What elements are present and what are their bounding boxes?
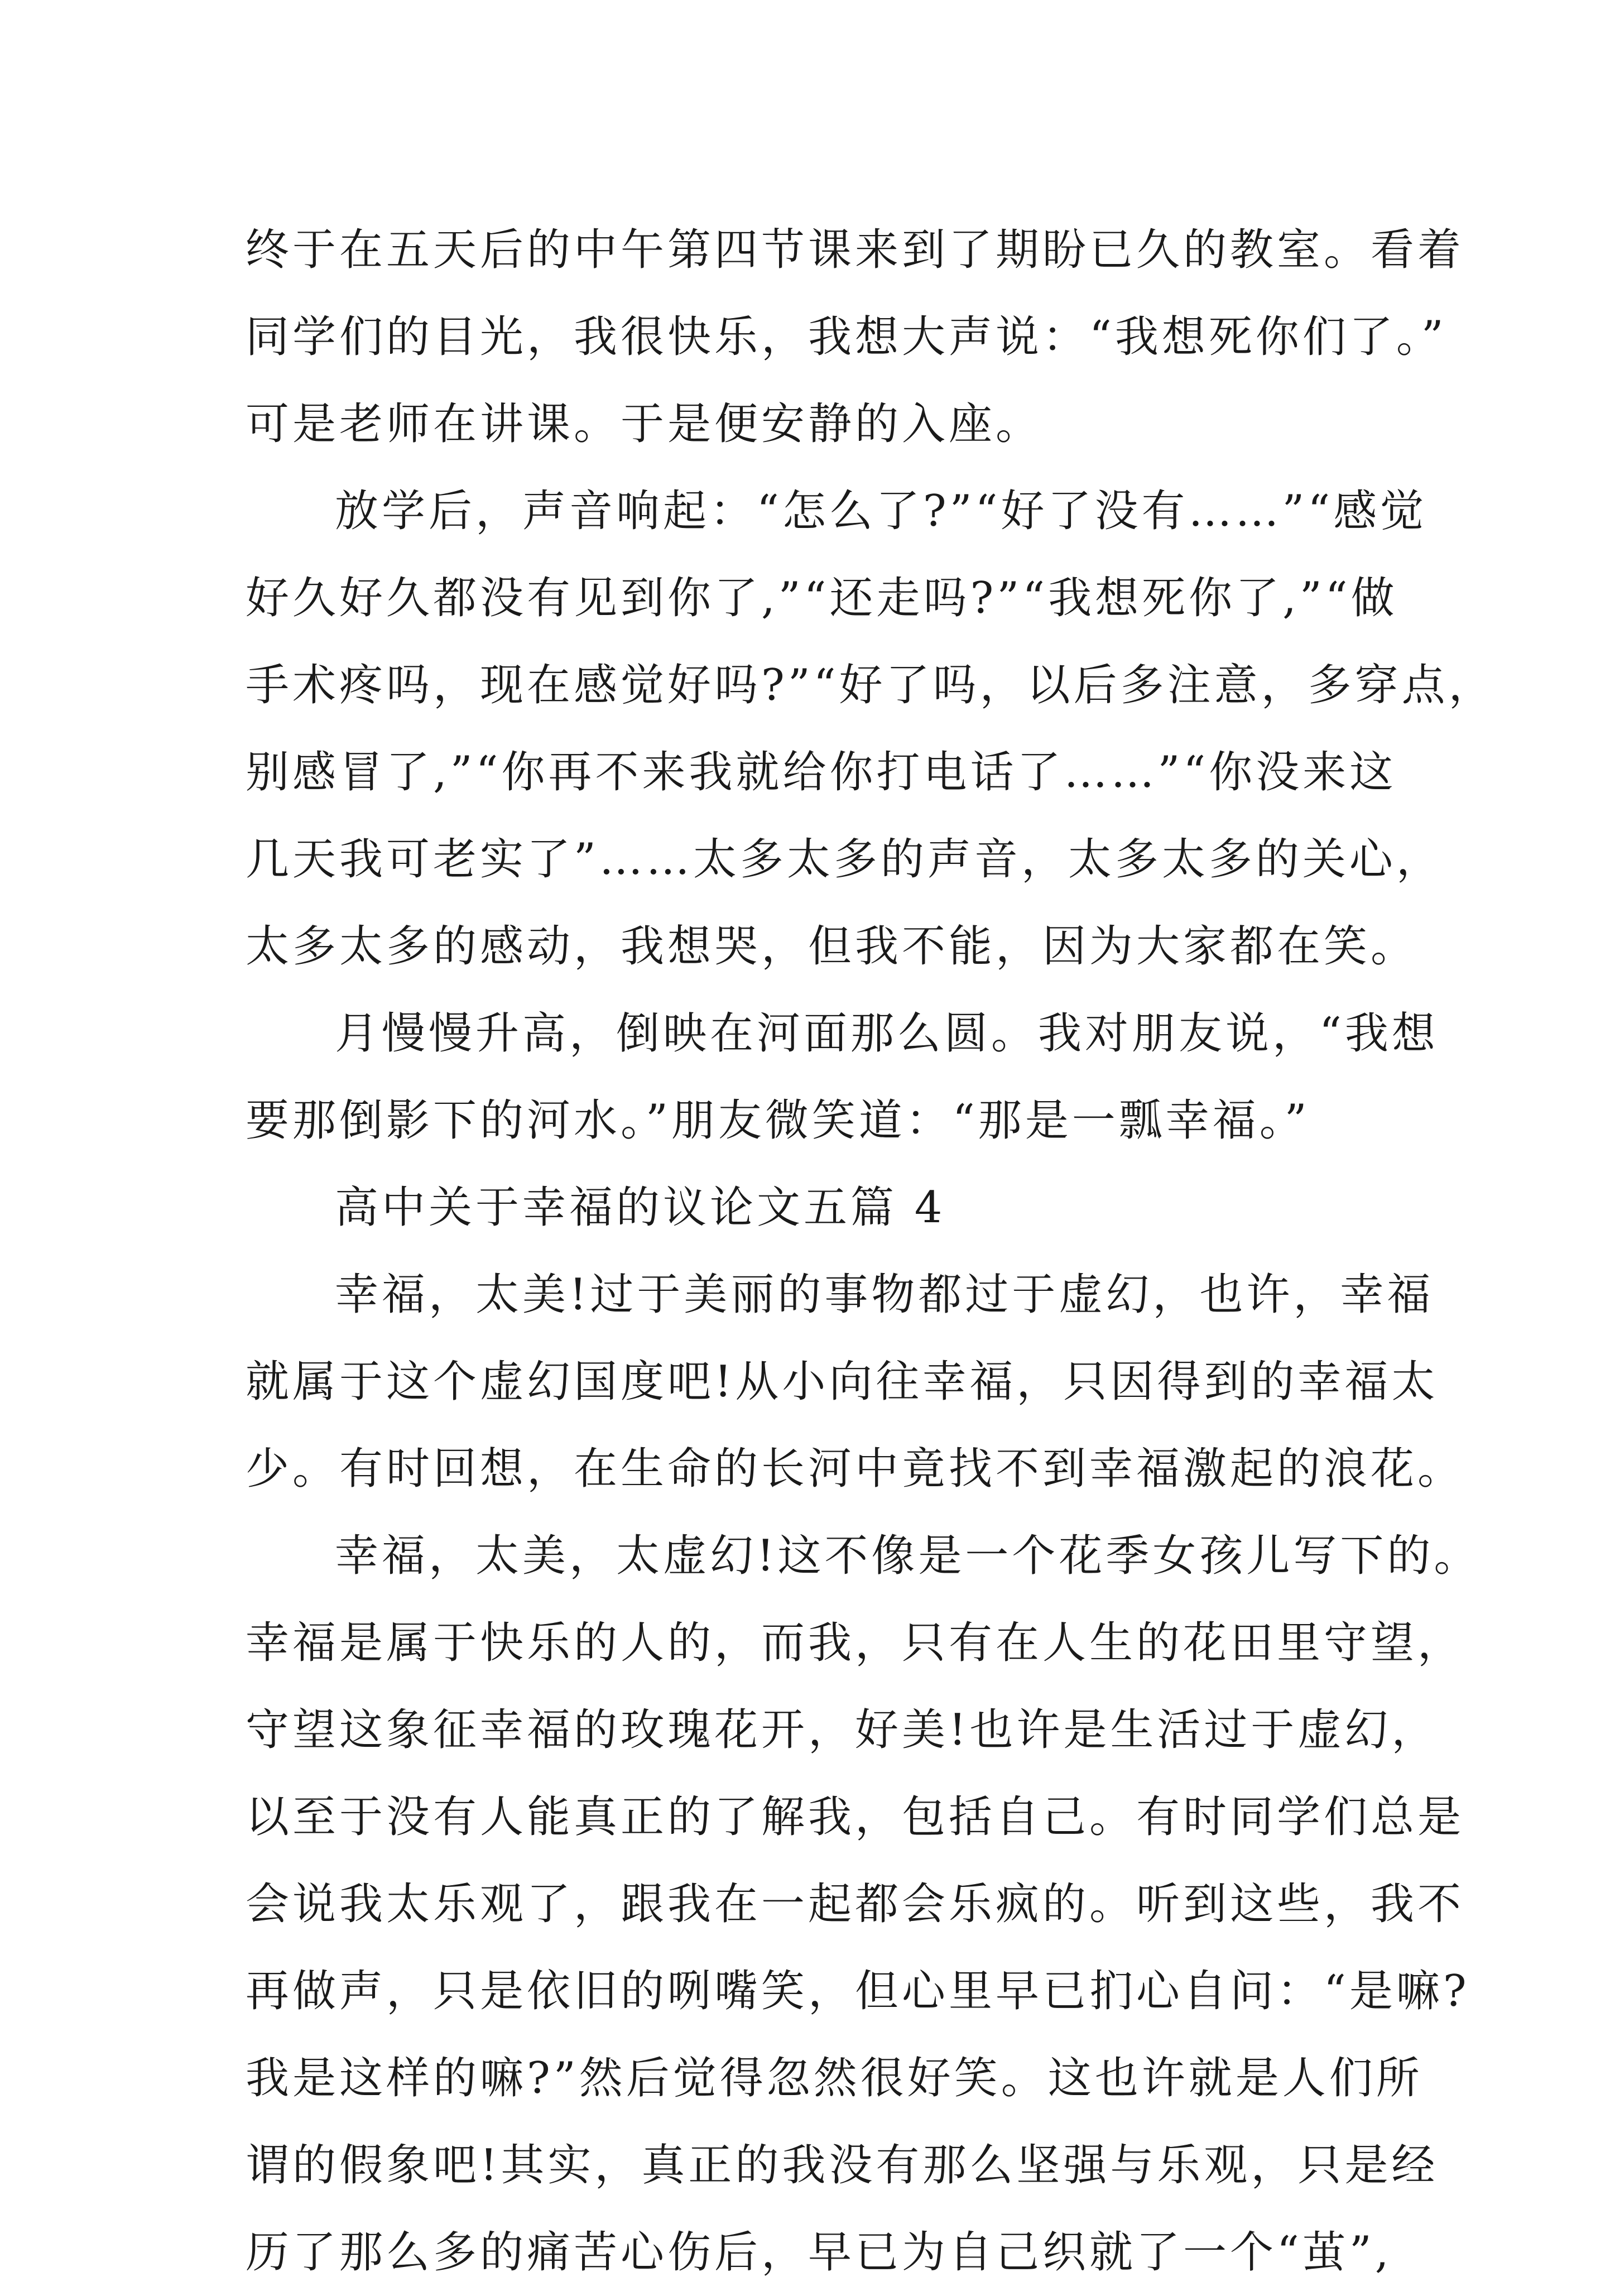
text-line: 会说我太乐观了，跟我在一起都会乐疯的。听到这些，我不 xyxy=(246,1879,1465,1929)
text-line: 同学们的目光，我很快乐，我想大声说：“我想死你们了。” xyxy=(246,312,1447,362)
text-line: 好久好久都没有见到你了,”“还走吗?”“我想死你了,”“做 xyxy=(246,573,1398,623)
text-line: 可是老师在讲课。于是便安静的入座。 xyxy=(246,399,1043,449)
text-line: 就属于这个虚幻国度吧!从小向往幸福，只因得到的幸福太 xyxy=(246,1357,1439,1407)
text-line: 终于在五天后的中午第四节课来到了期盼已久的教室。看着 xyxy=(246,225,1465,275)
paragraph-start-line: 放学后，声音响起：“怎么了?”“好了没有……”“感觉 xyxy=(335,486,1427,536)
text-line: 幸福是属于快乐的人的，而我，只有在人生的花田里守望， xyxy=(246,1618,1465,1668)
text-line: 少。有时回想，在生命的长河中竟找不到幸福激起的浪花。 xyxy=(246,1444,1465,1494)
text-line: 守望这象征幸福的玫瑰花开，好美!也许是生活过于虚幻， xyxy=(246,1705,1439,1755)
text-line: 历了那么多的痛苦心伤后，早已为自己织就了一个“茧”, xyxy=(246,2227,1392,2278)
section-heading: 高中关于幸福的议论文五篇 4 xyxy=(335,1183,946,1233)
text-line: 要那倒影下的河水。”朋友微笑道：“那是一瓢幸福。” xyxy=(246,1096,1310,1146)
text-line: 太多太多的感动，我想哭，但我不能，因为大家都在笑。 xyxy=(246,921,1418,972)
paragraph-start-line: 幸福，太美!过于美丽的事物都过于虚幻，也许，幸福 xyxy=(335,1270,1434,1320)
text-line: 以至于没有人能真正的了解我，包括自己。有时同学们总是 xyxy=(246,1792,1465,1842)
text-line: 手术疼吗，现在感觉好吗?”“好了吗，以后多注意，多穿点， xyxy=(246,660,1496,710)
text-line: 再做声，只是依旧的咧嘴笑，但心里早已扪心自问：“是嘛? xyxy=(246,1966,1470,2016)
paragraph-start-line: 月慢慢升高，倒映在河面那么圆。我对朋友说，“我想 xyxy=(335,1008,1439,1059)
text-line: 谓的假象吧!其实，真正的我没有那么坚强与乐观，只是经 xyxy=(246,2140,1439,2191)
paragraph-start-line: 幸福，太美，太虚幻!这不像是一个花季女孩儿写下的。 xyxy=(335,1531,1481,1581)
document-body xyxy=(246,206,1496,2296)
text-line: 别感冒了,”“你再不来我就给你打电话了……”“你没来这 xyxy=(246,747,1397,798)
text-line: 几天我可老实了”……太多太多的声音，太多太多的关心， xyxy=(246,834,1443,885)
text-line: 我是这样的嘛?”然后觉得忽然很好笑。这也许就是人们所 xyxy=(246,2053,1423,2103)
